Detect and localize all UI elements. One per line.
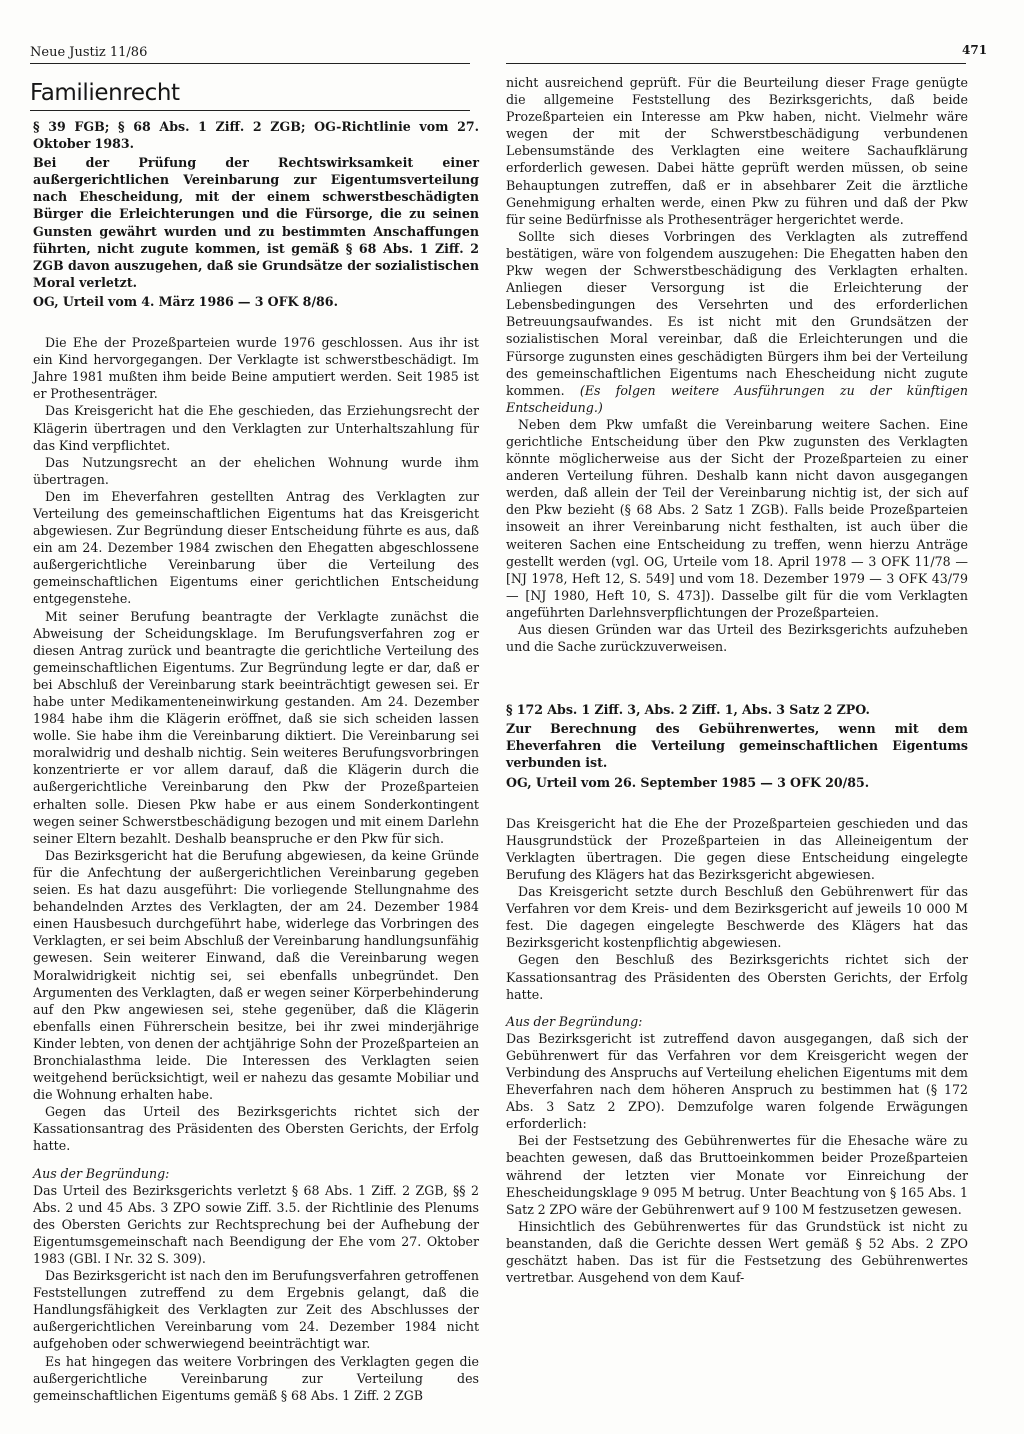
case2-citation: § 172 Abs. 1 Ziff. 3, Abs. 2 Ziff. 1, Abs. 3 Satz 2 ZPO. bbox=[506, 702, 870, 718]
spacer bbox=[33, 1155, 479, 1165]
case1-decision: OG, Urteil vom 4. März 1986 — 3 OFK 8/86. bbox=[33, 293, 338, 309]
case1-citation: § 39 FGB; § 68 Abs. 1 Ziff. 2 ZGB; OG-Richtlinie vom 27. Oktober 1983. bbox=[33, 119, 479, 152]
body-paragraph: Das Bezirksgericht ist nach den im Berufungsverfahren getroffenen Feststellungen zutreffend zu dem Ergebnis gelangt, daß die Handlungsfähigkeit des Verklagten zur Zeit des Abschlusses der außergerichtlichen Vereinbarung vom 24. Dezember 1984 nicht aufgehoben oder schwerwiegend beeinträchtigt war. bbox=[33, 1268, 479, 1352]
editorial-note: (Es folgen weitere Ausführungen zu der künftigen Entscheidung.) bbox=[506, 382, 968, 415]
body-paragraph bbox=[506, 228, 968, 416]
case2-headnote: Zur Berechnung des Gebührenwertes, wenn mit dem Eheverfahren die Verteilung gemeinschaftlichen Eigentums verbunden ist. bbox=[506, 721, 968, 771]
right-column bbox=[506, 74, 968, 1286]
body-paragraph: Hinsichtlich des Gebührenwertes für das Grundstück ist nicht zu beanstanden, daß die Gerichte dessen Wert gemäß § 52 Abs. 2 ZPO geschätzt haben. Das ist für die Festsetzung des Gebührenwertes vertretbar. Ausgehend von dem Kauf- bbox=[506, 1218, 968, 1286]
body-paragraph: Bei der Festsetzung des Gebührenwertes für die Ehesache wäre zu beachten gewesen, daß das Bruttoeinkommen beider Prozeßparteien während der letzten vier Monate vor Einreichung der Ehescheidungsklage 9 095 M betrug. Unter Beachtung von § 165 Abs. 1 Satz 2 ZPO wäre der Gebührenwert auf 9 100 M festzusetzen gewesen. bbox=[506, 1133, 968, 1217]
body-paragraph: Das Kreisgericht hat die Ehe geschieden, das Erziehungsrecht der Klägerin übertragen und den Verklagten zur Unterhaltszahlung für das Kind verpflichtet. bbox=[33, 403, 479, 453]
reasons-heading: Aus der Begründung: bbox=[506, 1013, 643, 1029]
page-number: 471 bbox=[962, 43, 988, 57]
body-paragraph: Das Bezirksgericht ist zutreffend davon ausgegangen, daß sich der Gebührenwert für das Verfahren vor dem Kreisgericht wegen der Verbindung des Anspruchs auf Verteilung ehelichen Eigentums mit dem Eheverfahren nach dem höheren Anspruch zu bestimmen hat (§ 172 Abs. 3 Satz 2 ZPO). Demzufolge waren folgende Erwägungen erforderlich: bbox=[506, 1030, 968, 1132]
body-paragraph: Gegen das Urteil des Bezirksgerichts richtet sich der Kassationsantrag des Präsidenten des Obersten Gerichts, der Erfolg hatte. bbox=[33, 1104, 479, 1154]
spacer bbox=[506, 1003, 968, 1013]
spacer bbox=[506, 655, 968, 701]
header-rule-right bbox=[506, 63, 966, 64]
section-title-rule bbox=[30, 110, 470, 111]
left-column bbox=[33, 118, 479, 1404]
body-paragraph: nicht ausreichend geprüft. Für die Beurteilung dieser Frage genügte die allgemeine Feststellung des Bezirksgerichts, daß beide Prozeßparteien ein Interesse am Pkw haben, nicht. Vielmehr wäre wegen der mit der Schwerstbeschädigung verbundenen Lebensumstände des Verklagten eine weitere Sachaufklärung erforderlich gewesen. Dabei hätte geprüft werden müssen, ob seine Behauptungen zutreffen, daß er in absehbarer Zeit die ärztliche Genehmigung erhalten werde, einen Pkw zu führen und daß der Pkw für seine Bedürfnisse als Prothesenträger hergerichtet werde. bbox=[506, 75, 968, 227]
body-paragraph: Das Nutzungsrecht an der ehelichen Wohnung wurde ihm übertragen. bbox=[33, 454, 479, 487]
body-paragraph: Die Ehe der Prozeßparteien wurde 1976 geschlossen. Aus ihr ist ein Kind hervorgegangen. Der Verklagte ist schwerstbeschädigt. Im Jahre 1981 mußten ihm beide Beine amputiert werden. Seit 1985 ist er Prothesenträger. bbox=[33, 335, 479, 402]
header-rule-left bbox=[30, 63, 470, 64]
case2-decision: OG, Urteil vom 26. September 1985 — 3 OFK 20/85. bbox=[506, 774, 870, 790]
body-paragraph: Das Urteil des Bezirksgerichts verletzt § 68 Abs. 1 Ziff. 2 ZGB, §§ 2 Abs. 2 und 45 Abs. 3 ZPO sowie Ziff. 3.5. der Richtlinie des Plenums des Obersten Gerichts zur Rechtsprechung bei der Aufhebung der Eigentumsgemeinschaft nach Beendigung der Ehe vom 27. Oktober 1983 (GBl. I Nr. 32 S. 309). bbox=[33, 1182, 479, 1266]
body-paragraph: Neben dem Pkw umfaßt die Vereinbarung weitere Sachen. Eine gerichtliche Entscheidung über den Pkw zugunsten des Verklagten könnte möglicherweise aus der Sicht der Prozeßparteien zu einer anderen Verteilung führen. Deshalb kann nicht davon ausgegangen werden, daß allein der Teil der Vereinbarung nichtig ist, der sich auf den Pkw bezieht (§ 68 Abs. 2 Satz 1 ZGB). Falls beide Prozeßparteien insoweit an ihrer Vereinbarung nicht festhalten, ist auch über die weiteren Sachen eine Entscheidung zu treffen, wenn hierzu Anträge gestellt werden (vgl. OG, Urteile vom 18. April 1978 — 3 OFK 11/78 — [NJ 1978, Heft 12, S. 549] und vom 18. Dezember 1979 — 3 OFK 43/79 — [NJ 1980, Heft 10, S. 473]). Dasselbe gilt für die vom Verklagten angeführten Darlehnsverpflichtungen der Prozeßparteien. bbox=[506, 416, 968, 620]
case1-headnote: Bei der Prüfung der Rechtswirksamkeit einer außergerichtlichen Vereinbarung zur Eigentumsverteilung nach Ehescheidung, mit der einem schwerstbeschädigten Bürger die Erleichterungen und die Fürsorge, die zu seinen Gunsten gewährt wurden und zu bestimmten Anschaffungen führten, nicht zugute kommen, ist gemäß § 68 Abs. 1 Ziff. 2 ZGB davon auszugehen, daß sie Grundsätze der sozialistischen Moral verletzt. bbox=[33, 155, 479, 290]
body-paragraph: Das Kreisgericht hat die Ehe der Prozeßparteien geschieden und das Hausgrundstück der Prozeßparteien in das Alleineigentum der Verklagten übertragen. Die gegen diese Entscheidung eingelegte Berufung des Klägers hat das Bezirksgericht abgewiesen. bbox=[506, 815, 968, 882]
body-paragraph: Gegen den Beschluß des Bezirksgerichts richtet sich der Kassationsantrag des Präsidenten des Obersten Gerichts, der Erfolg hatte. bbox=[506, 952, 968, 1002]
spacer bbox=[33, 312, 479, 334]
body-paragraph: Das Bezirksgericht hat die Berufung abgewiesen, da keine Gründe für die Anfechtung der außergerichtlichen Vereinbarung gegeben seien. Es hat dazu ausgeführt: Die vorliegende Stellungnahme des behandelnden Arztes des Verklagten, der am 24. Dezember 1984 einen Hausbesuch durchgeführt habe, widerlege das Vorbringen des Verklagten, er sei beim Abschluß der Vereinbarung handlungsunfähig gewesen. Sein weiterer Einwand, daß die Vereinbarung wegen Moralwidrigkeit nichtig sei, sei ebenfalls unbegründet. Den Argumenten des Verklagten, daß er wegen seiner Körperbehinderung auf den Pkw angewiesen sei, stehe gegenüber, daß die Klägerin ebenfalls einen Führerschein besitze, bei ihr zwei minderjährige Kinder lebten, von denen der achtjährige Sohn der Prozeßparteien an Bronchialasthma leide. Die Interessen des Verklagten seien weitgehend berücksichtigt, weil er nahezu das gesamte Mobiliar und die Wohnung erhalten habe. bbox=[33, 847, 479, 1103]
body-paragraph: Aus diesen Gründen war das Urteil des Bezirksgerichts aufzuheben und die Sache zurückzuverweisen. bbox=[506, 622, 968, 655]
section-title: Familienrecht bbox=[30, 80, 180, 106]
body-text: Sollte sich dieses Vorbringen des Verklagten als zutreffend bestätigen, wäre von folgendem auszugehen: Die Ehegatten haben den Pkw wegen der Schwerstbeschädigung des Verklagten erhalten. Anliegen dieser Versorgung ist die Erleichterung der Lebensbedingungen des Versehrten und des erforderlichen Betreuungsaufwandes. Es ist nicht mit den Grundsätzen der sozialistischen Moral vereinbar, daß die Erleichterungen und die Fürsorge zugunsten eines geschädigten Bürgers ihm bei der Verteilung des gemeinschaftlichen Eigentums nach Ehescheidung nicht zugute kommen. bbox=[506, 228, 968, 398]
body-paragraph: Das Kreisgericht setzte durch Beschluß den Gebührenwert für das Verfahren vor dem Kreis- und dem Bezirksgericht auf jeweils 10 000 M fest. Die dagegen eingelegte Beschwerde des Klägers hat das Bezirksgericht kostenpflichtig abgewiesen. bbox=[506, 884, 968, 951]
spacer bbox=[506, 793, 968, 815]
body-paragraph: Mit seiner Berufung beantragte der Verklagte zunächst die Abweisung der Scheidungsklage. Im Berufungsverfahren zog er diesen Antrag zurück und beantragte die gerichtliche Verteilung des gemeinschaftlichen Eigentums. Zur Begründung legte er dar, daß er bei Abschluß der Vereinbarung stark beeinträchtigt gewesen sei. Er habe unter Medikamenteneinwirkung gestanden. Am 24. Dezember 1984 habe ihm die Klägerin eröffnet, daß sie sich scheiden lassen wolle. Sie habe ihm die Vereinbarung diktiert. Die Vereinbarung sei moralwidrig und deshalb nichtig. Sein weiteres Berufungsvorbringen konzentrierte er vor allem darauf, daß die Klägerin durch die außergerichtliche Vereinbarung den Pkw der Prozeßparteien erhalten solle. Diesen Pkw habe er aus einem Sonderkontingent wegen seiner Schwerstbeschädigung bezogen und mit einem Darlehn seiner Eltern bezahlt. Deshalb beanspruche er den Pkw für sich. bbox=[33, 608, 479, 846]
body-paragraph: Es hat hingegen das weitere Vorbringen des Verklagten gegen die außergerichtliche Vereinbarung zur Verteilung des gemeinschaftlichen Eigentums gemäß § 68 Abs. 1 Ziff. 2 ZGB bbox=[33, 1353, 479, 1403]
journal-header: Neue Justiz 11/86 bbox=[30, 45, 148, 60]
reasons-heading: Aus der Begründung: bbox=[33, 1165, 170, 1181]
body-paragraph: Den im Eheverfahren gestellten Antrag des Verklagten zur Verteilung des gemeinschaftlichen Eigentums hat das Kreisgericht abgewiesen. Zur Begründung dieser Entscheidung führte es aus, daß ein am 24. Dezember 1984 zwischen den Ehegatten abgeschlossene außergerichtliche Vereinbarung über die Verteilung des gemeinschaftlichen Eigentums einer gerichtlichen Entscheidung entgegenstehe. bbox=[33, 488, 479, 607]
